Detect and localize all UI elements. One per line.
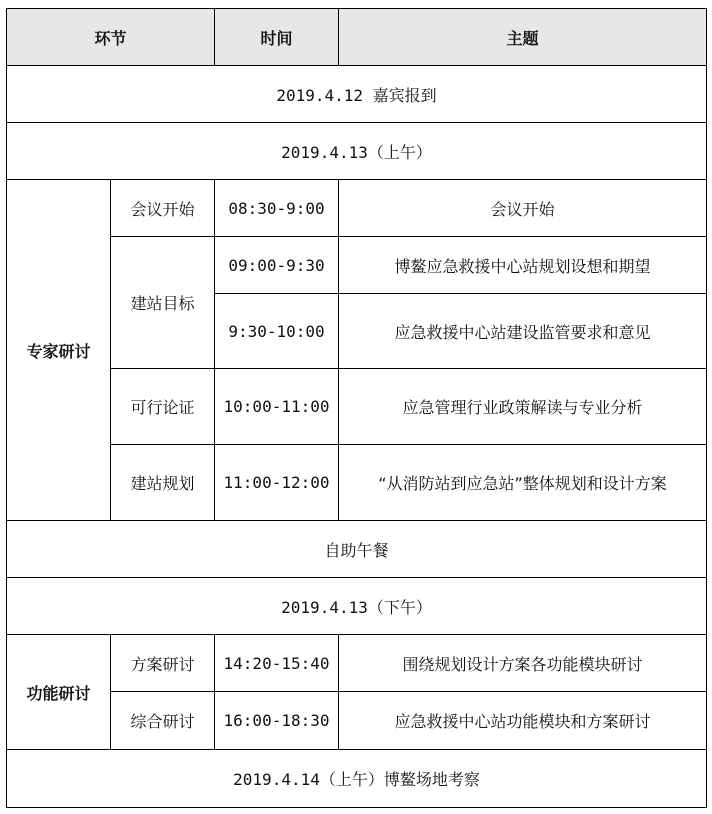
table-row: [7, 692, 707, 750]
header-time: 时间: [215, 9, 339, 66]
site-visit-row: 2019.4.14（上午）博鳌场地考察: [7, 750, 707, 808]
time-cell: 14:20-15:40: [215, 635, 339, 692]
sub-segment: 会议开始: [111, 180, 215, 237]
sub-segment: 建站规划: [111, 445, 215, 521]
function-section-label: 功能研讨: [7, 635, 111, 750]
topic-cell: 应急管理行业政策解读与专业分析: [339, 369, 707, 445]
date-afternoon-13: 2019.4.13（下午）: [7, 578, 707, 635]
date-morning-13: 2019.4.13（上午）: [7, 123, 707, 180]
table-row: [7, 521, 707, 578]
time-cell: 9:30-10:00: [215, 294, 339, 369]
sub-segment: 可行论证: [111, 369, 215, 445]
table-row: [7, 180, 707, 237]
time-cell: 10:00-11:00: [215, 369, 339, 445]
time-cell: 16:00-18:30: [215, 692, 339, 750]
sub-segment: 综合研讨: [111, 692, 215, 750]
table-row: [7, 750, 707, 808]
topic-cell: 围绕规划设计方案各功能模块研讨: [339, 635, 707, 692]
table-row: [7, 578, 707, 635]
guest-arrival: 2019.4.12 嘉宾报到: [7, 66, 707, 123]
time-cell: 11:00-12:00: [215, 445, 339, 521]
table-row: [7, 445, 707, 521]
topic-cell: 会议开始: [339, 180, 707, 237]
time-cell: 09:00-9:30: [215, 237, 339, 294]
table-row: [7, 635, 707, 692]
table-row: [7, 237, 707, 294]
topic-cell: “从消防站到应急站”整体规划和设计方案: [339, 445, 707, 521]
lunch-row: 自助午餐: [7, 521, 707, 578]
sub-segment: 方案研讨: [111, 635, 215, 692]
table-row: [7, 123, 707, 180]
header-segment: 环节: [7, 9, 215, 66]
topic-cell: 应急救援中心站功能模块和方案研讨: [339, 692, 707, 750]
topic-cell: 博鳌应急救援中心站规划设想和期望: [339, 237, 707, 294]
expert-section-label: 专家研讨: [7, 180, 111, 521]
table-row: [7, 66, 707, 123]
topic-cell: 应急救援中心站建设监管要求和意见: [339, 294, 707, 369]
time-cell: 08:30-9:00: [215, 180, 339, 237]
table-row: [7, 369, 707, 445]
sub-segment: 建站目标: [111, 237, 215, 369]
schedule-table: [6, 8, 707, 808]
header-topic: 主题: [339, 9, 707, 66]
header-row: [7, 9, 707, 66]
